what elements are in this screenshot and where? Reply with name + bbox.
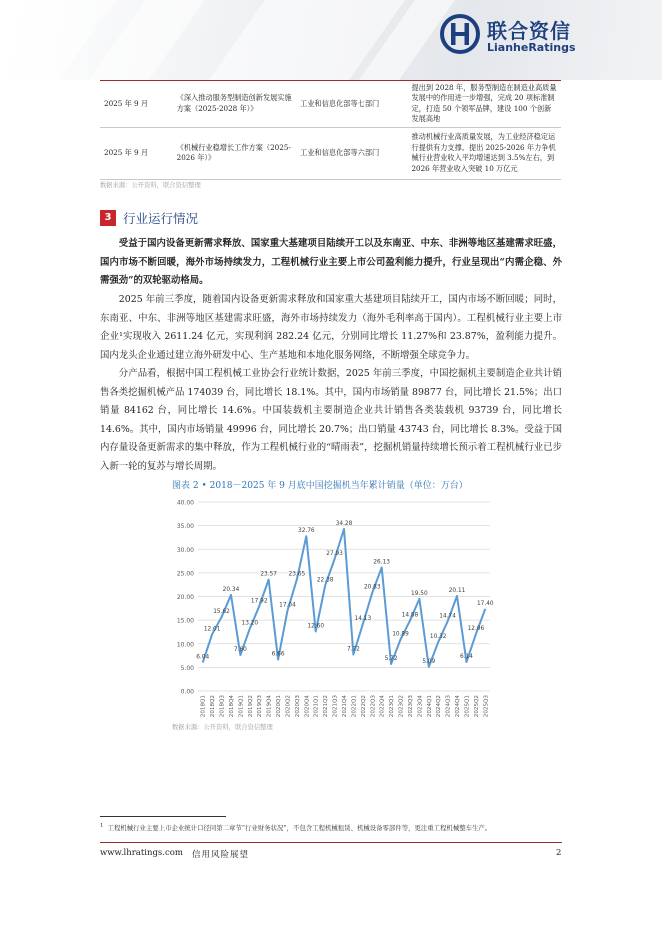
data-label: 17.04: [279, 602, 296, 609]
cell-department: 工业和信息化部等七部门: [297, 81, 408, 128]
data-label: 32.76: [298, 528, 315, 535]
data-label: 13.20: [241, 620, 259, 627]
logo-text-cn: 联合资信: [487, 19, 571, 43]
data-label: 10.89: [392, 631, 409, 638]
y-tick-label: 10.00: [176, 641, 194, 649]
figure-source-note: 数据来源：公开资料，联合资信整理: [172, 724, 273, 731]
cell-description: 提出到 2028 年，服务型制造在制造业高质量发展中的作用进一步增强，完成 20 项标准制定，打造 50 个领军品牌，建设 100 个创新发展高地: [408, 81, 561, 128]
data-label: 20.83: [363, 584, 381, 591]
footer-rule: [100, 842, 562, 843]
x-tick-label: 2022Q3: [370, 695, 377, 718]
x-tick-label: 2020Q4: [304, 695, 311, 718]
data-label: 14.88: [401, 612, 419, 619]
data-label: 20.11: [448, 587, 466, 594]
x-tick-label: 2021Q3: [332, 695, 339, 718]
data-label: 12.06: [467, 626, 485, 633]
footnote: $^1$ 工程机械行业主要上市企业统计口径同第二章节“行业财务状况”，不包含工程机械租赁、机械设备零部件等，更注重工程机械整车生产。: [100, 823, 492, 833]
x-tick-label: 2025Q3: [483, 695, 490, 718]
x-tick-label: 2020Q2: [285, 695, 292, 718]
body-paragraph: 2025 年前三季度，随着国内设备更新需求释放和国家重大基建项目陆续开工，国内市场不断回暖；同时，东南亚、中东、非洲等地区基建需求旺盛，海外市场持续发力（海外毛利率高于国内）。工程机械行业主要上市企业¹实现收入 2611.24 亿元，实现利润 282.24 亿元，分别同比增长 11.27%和 23.87%，盈利能力提升。国内龙头企业通过建立海外研发中心、生产基地和本地化服务网络，不断增强全球竞争力。: [100, 294, 562, 361]
x-tick-label: 2024Q4: [455, 695, 462, 718]
x-tick-label: 2018Q1: [200, 695, 207, 718]
x-tick-label: 2020Q3: [294, 695, 301, 718]
data-label: 15.62: [213, 609, 230, 616]
x-tick-label: 2019Q4: [266, 695, 273, 718]
data-label: 19.50: [411, 590, 428, 597]
data-label: 10.32: [429, 634, 447, 641]
footnote-rule: [100, 816, 226, 817]
x-tick-label: 2023Q4: [417, 695, 424, 718]
x-tick-label: 2018Q3: [219, 695, 226, 718]
data-label: 12.60: [307, 623, 325, 630]
data-label: 23.57: [260, 571, 277, 578]
footer-slogan: 信用风险展望: [192, 850, 250, 860]
x-tick-label: 2021Q1: [313, 695, 320, 718]
data-label: 7.60: [233, 647, 247, 654]
section-number: 3: [100, 210, 116, 226]
table-row: [100, 127, 561, 179]
data-label: 6.66: [271, 651, 285, 658]
x-tick-label: 2022Q4: [379, 695, 386, 718]
x-tick-label: 2025Q2: [473, 695, 480, 718]
data-label: 7.72: [346, 646, 360, 653]
x-tick-label: 2024Q1: [426, 695, 433, 718]
data-label: 5.72: [384, 655, 398, 662]
y-tick-label: 40.00: [176, 499, 194, 507]
cell-policy-name: 《机械行业稳增长工作方案（2025-2026 年）》: [174, 127, 298, 179]
cell-date: 2025 年 9 月: [100, 127, 174, 179]
body-paragraph: 分产品看，根据中国工程机械工业协会行业统计数据，2025 年前三季度，中国挖掘机主要制造企业共计销售各类挖掘机械产品 174039 台，同比增长 18.1%。其中，国内市场销量 89877 台，同比增长 21.5%；出口销量 84162 台，同比增长 14.6%。中国装载机主要制造企业共计销售各类装载机 93739 台，同比增长 14.6%。其中，国内市场销量 49996 台，同比增长 20.7%；出口销量 43743 台，同比增长 8.3%。受益于国内存量设备更新需求的集中释放，作为工程机械行业的“晴雨表”，挖掘机销量持续增长预示着工程机械行业已步入新一轮的复苏与增长周期。: [100, 368, 562, 472]
x-tick-label: 2023Q3: [407, 695, 414, 718]
data-label: 14.13: [354, 616, 372, 623]
cell-description: 推动机械行业高质量发展，为工业经济稳定运行提供有力支撑。提出 2025-2026 年力争机械行业营业收入平均增速达到 3.5%左右，到 2026 年营业收入突破 10 万亿元: [408, 127, 561, 179]
x-tick-label: 2019Q1: [238, 695, 245, 718]
page-number: 2: [556, 848, 562, 858]
x-tick-label: 2021Q2: [323, 695, 330, 718]
x-tick-label: 2022Q2: [360, 695, 367, 718]
data-label: 20.34: [222, 586, 240, 593]
footer-website[interactable]: www.lhratings.com: [100, 848, 183, 858]
x-tick-label: 2019Q2: [247, 695, 254, 718]
y-tick-label: 35.00: [176, 523, 194, 531]
x-tick-label: 2021Q4: [342, 695, 348, 718]
policy-table: [100, 80, 561, 180]
cell-policy-name: 《深入推动服务型制造创新发展实施方案（2025-2028 年）》: [174, 81, 298, 128]
chart-svg: [168, 494, 498, 720]
y-tick-label: 30.00: [176, 546, 194, 554]
x-tick-label: 2023Q2: [398, 695, 405, 718]
company-logo: [440, 12, 650, 60]
logo-text-en: LianheRatings: [487, 41, 576, 54]
x-tick-label: 2019Q3: [257, 695, 264, 718]
data-label: 17.40: [476, 600, 494, 607]
x-tick-label: 2025Q1: [464, 695, 471, 718]
x-tick-label: 2023Q1: [389, 695, 396, 718]
data-label: 6.14: [459, 653, 473, 660]
data-label: 14.74: [439, 613, 456, 620]
section-title: 行业运行情况: [123, 211, 199, 226]
data-label: 6.04: [196, 654, 210, 661]
data-label: 27.93: [326, 551, 343, 558]
y-tick-label: 5.00: [180, 664, 194, 672]
y-tick-label: 15.00: [176, 617, 194, 625]
data-label: 22.38: [316, 577, 334, 584]
x-tick-label: 2022Q1: [351, 695, 358, 718]
excavator-sales-chart: [168, 494, 498, 720]
cell-department: 工业和信息化部等六部门: [297, 127, 408, 179]
data-label: 34.28: [335, 521, 353, 528]
table-source-note: 数据来源：公开资料，联合资信整理: [100, 182, 201, 189]
data-label: 17.92: [250, 598, 268, 605]
table-row: [100, 81, 561, 128]
lead-paragraph: 受益于国内设备更新需求释放、国家重大基建项目陆续开工以及东南亚、中东、非洲等地区基建需求旺盛，国内市场不断回暖，海外市场持续发力，工程机械行业主要上市公司盈利能力提升，行业呈现出“内需企稳、外需强劲”的双轮驱动格局。: [100, 238, 562, 286]
data-label: 26.13: [373, 559, 390, 566]
x-tick-label: 2018Q4: [228, 695, 235, 718]
logo-mark-icon: [440, 14, 480, 54]
y-tick-label: 20.00: [176, 594, 194, 601]
cell-date: 2025 年 9 月: [100, 81, 174, 128]
figure-title: 图表 2 • 2018－2025 年 9 月底中国挖掘机当年累计销量（单位：万台）: [172, 481, 468, 491]
data-label: 5.09: [422, 658, 436, 665]
y-tick-label: 25.00: [176, 570, 194, 578]
x-tick-label: 2024Q2: [436, 695, 443, 718]
x-tick-label: 2018Q2: [210, 695, 217, 718]
data-label: 12.01: [203, 626, 221, 633]
x-tick-label: 2024Q3: [445, 695, 452, 718]
data-label: 23.65: [288, 571, 306, 578]
x-tick-label: 2020Q1: [276, 695, 283, 718]
y-tick-label: 0.00: [180, 688, 194, 696]
